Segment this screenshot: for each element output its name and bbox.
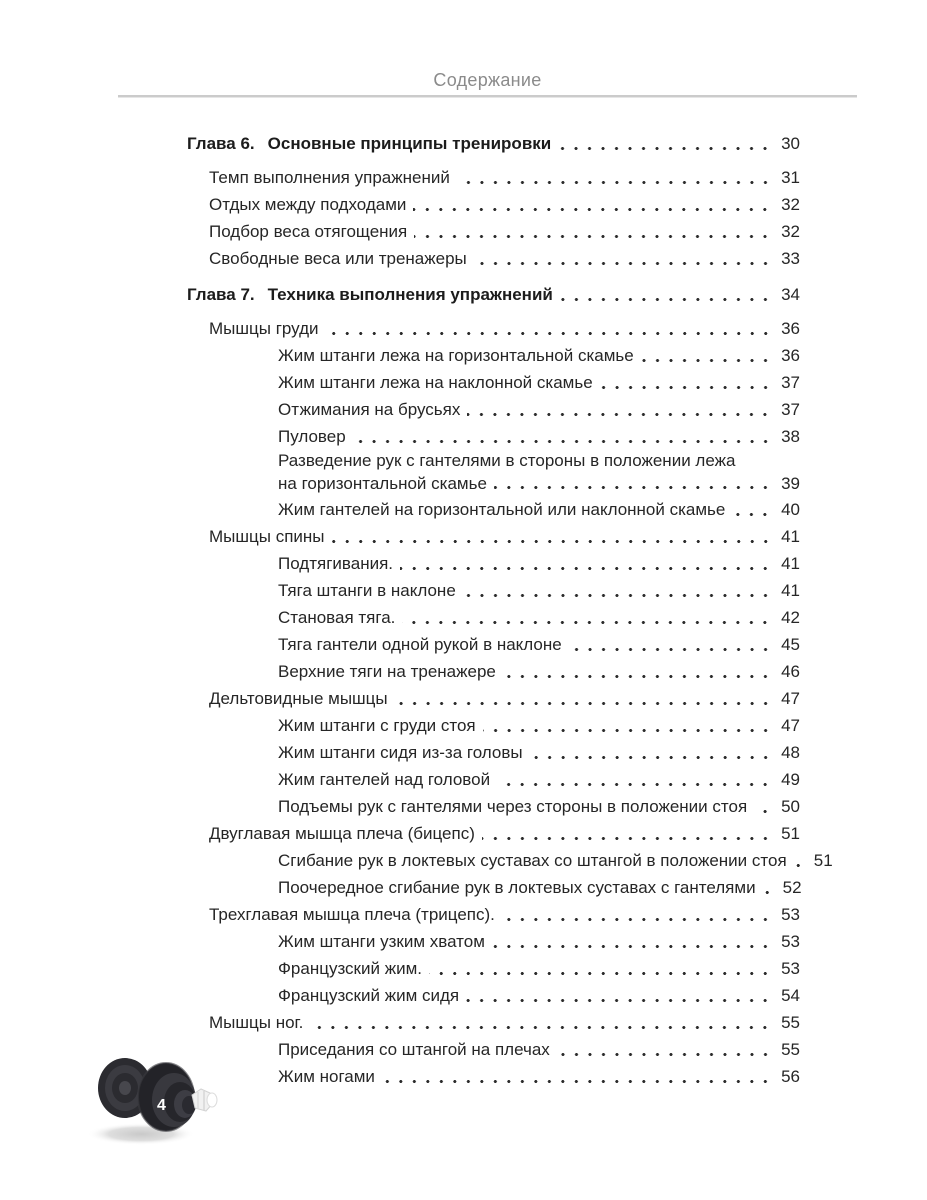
toc-chapter-entry: [187, 130, 800, 157]
toc-entry-page: 46: [781, 662, 800, 681]
toc-entry: [187, 1009, 800, 1036]
toc-entry-page: 52: [782, 878, 802, 897]
toc-entry: [187, 982, 800, 1009]
toc-entry-page: 49: [781, 770, 800, 789]
toc-entry-label: на горизонтальной скамье: [278, 474, 487, 493]
toc-entry: [187, 1063, 800, 1090]
dot-leader: [353, 423, 773, 450]
dot-leader: [502, 901, 773, 928]
toc-entry: [187, 793, 800, 820]
toc-entry-label: Сгибание рук в локтевых суставах со штангой в положении стоя: [278, 851, 787, 870]
toc-entry-label: Верхние тяги на тренажере: [278, 662, 496, 681]
toc-entry-page: 32: [781, 195, 800, 214]
toc-entry: [187, 901, 800, 928]
dot-leader: [503, 658, 773, 685]
toc-entry: [187, 928, 800, 955]
dot-leader: [600, 369, 773, 396]
toc-entry-label: Жим штанги лежа на горизонтальной скамье: [278, 346, 634, 365]
dot-leader: [332, 523, 773, 550]
toc-entry-page: 33: [781, 249, 800, 268]
dot-leader: [402, 604, 773, 631]
toc-entry: [187, 191, 800, 218]
dot-leader: [413, 191, 773, 218]
toc-entry-label: Свободные веса или тренажеры: [209, 249, 467, 268]
toc-entry-label: Французский жим сидя: [278, 986, 460, 1005]
toc-entry: [187, 739, 800, 766]
toc-entry: [187, 658, 800, 685]
toc-entry-label: Техника выполнения упражнений: [267, 285, 553, 304]
toc-entry: [187, 820, 800, 847]
dot-leader: [429, 955, 773, 982]
toc-entry-page: 41: [781, 527, 800, 546]
dot-leader: [457, 164, 773, 191]
toc-entry-page: 40: [781, 500, 800, 519]
toc-entry-page: 37: [781, 373, 800, 392]
dot-leader: [732, 496, 773, 523]
dot-leader: [494, 471, 773, 496]
toc-entry-label: Подтягивания.: [278, 554, 394, 573]
page-number: 4: [157, 1097, 166, 1114]
toc-entry-label: Жим штанги с груди стоя: [278, 716, 476, 735]
toc-entry: [187, 164, 800, 191]
toc-entry-label: Жим штанги лежа на наклонной скамье: [278, 373, 593, 392]
toc-entry: [187, 685, 800, 712]
toc-entry-label: Жим штанги узким хватом: [278, 932, 485, 951]
dot-leader: [482, 820, 773, 847]
dot-leader: [530, 739, 773, 766]
toc-entry-page: 51: [813, 851, 833, 870]
toc-entry-page: 39: [781, 474, 800, 493]
table-of-contents: [187, 121, 833, 1090]
dot-leader: [326, 315, 773, 342]
toc-entry: [187, 396, 800, 423]
dot-leader: [382, 1063, 773, 1090]
toc-entry-label: Темп выполнения упражнений: [209, 168, 450, 187]
toc-entry: [187, 874, 800, 901]
toc-entry: [187, 955, 800, 982]
toc-entry: [187, 450, 800, 471]
dot-leader: [560, 281, 773, 308]
dot-leader: [492, 928, 773, 955]
toc-entry-page: 34: [781, 285, 800, 304]
toc-entry-page: 37: [781, 400, 800, 419]
toc-entry-label: Отдых между подходами: [209, 195, 407, 214]
toc-entry-page: 32: [781, 222, 800, 241]
toc-entry: [187, 496, 800, 523]
toc-entry-label: Мышцы груди: [209, 319, 319, 338]
toc-entry-page: 47: [781, 716, 800, 735]
toc-entry-label: Отжимания на брусьях: [278, 400, 461, 419]
dot-leader: [794, 847, 806, 874]
toc-entry-label: Жим ногами: [278, 1067, 375, 1086]
toc-entry-label: Трехглавая мышца плеча (трицепс).: [209, 905, 495, 924]
toc-entry-page: 55: [781, 1040, 800, 1059]
toc-entry-page: 41: [781, 554, 800, 573]
toc-entry-page: 56: [781, 1067, 800, 1086]
toc-entry-label: Поочередное сгибание рук в локтевых суставах с гантелями: [278, 878, 756, 897]
toc-entry-label: Жим гантелей над головой: [278, 770, 491, 789]
toc-entry-label: Тяга штанги в наклоне: [278, 581, 456, 600]
dot-leader: [466, 982, 773, 1009]
toc-entry-label: Мышцы ног.: [209, 1013, 304, 1032]
toc-entry-page: 47: [781, 689, 800, 708]
toc-entry: [187, 523, 800, 550]
toc-entry-page: 48: [781, 743, 800, 762]
toc-entry: [187, 423, 800, 450]
page-title: Содержание: [433, 70, 542, 90]
toc-entry: [187, 1036, 800, 1063]
toc-entry: [187, 847, 833, 874]
toc-entry-page: 31: [781, 168, 800, 187]
toc-entry-page: 36: [781, 346, 800, 365]
toc-entry: [187, 577, 800, 604]
toc-entry-label: Подбор веса отягощения: [209, 222, 408, 241]
toc-entry-label: Мышцы спины: [209, 527, 325, 546]
toc-entry: [187, 218, 800, 245]
toc-entry: [187, 550, 800, 577]
dot-leader: [414, 218, 773, 245]
toc-entry-page: 30: [781, 134, 800, 153]
toc-entry-label: Становая тяга.: [278, 608, 396, 627]
dot-leader: [754, 793, 773, 820]
toc-entry: [187, 245, 800, 272]
toc-chapter-entry: [187, 281, 800, 308]
toc-entry-label: Жим гантелей на горизонтальной или наклонной скамье: [278, 500, 726, 519]
toc-entry-page: 41: [781, 581, 800, 600]
toc-entry-page: 53: [781, 932, 800, 951]
dot-leader: [483, 712, 773, 739]
toc-entry: [187, 369, 800, 396]
chapter-number: Глава 6.: [187, 134, 255, 153]
toc-entry-label: Двуглавая мышца плеча (бицепс): [209, 824, 475, 843]
dot-leader: [474, 245, 773, 272]
dot-leader: [310, 1009, 773, 1036]
toc-entry-label: Пуловер: [278, 427, 346, 446]
toc-entry-page: 36: [781, 319, 800, 338]
toc-entry: [187, 315, 800, 342]
toc-entry-label: Жим штанги сидя из-за головы: [278, 743, 523, 762]
dot-leader: [763, 874, 775, 901]
toc-entry-page: 51: [781, 824, 800, 843]
toc-entry-continuation: [187, 471, 800, 496]
toc-entry: [187, 342, 800, 369]
toc-entry-page: 55: [781, 1013, 800, 1032]
toc-entry-page: 50: [781, 797, 800, 816]
chapter-number: Глава 7.: [187, 285, 255, 304]
toc-entry-page: 42: [781, 608, 800, 627]
toc-entry: [187, 604, 800, 631]
dot-leader: [557, 1036, 773, 1063]
dot-leader: [463, 577, 773, 604]
header-divider: [118, 95, 857, 98]
toc-entry-label: Подъемы рук с гантелями через стороны в положении стоя: [278, 797, 748, 816]
dot-leader: [400, 550, 773, 577]
toc-entry-label: Тяга гантели одной рукой в наклоне: [278, 635, 562, 654]
toc-entry-label: Приседания со штангой на плечах: [278, 1040, 550, 1059]
toc-entry-label: Основные принципы тренировки: [267, 134, 552, 153]
toc-entry-label: Разведение рук с гантелями в стороны в положении лежа: [278, 451, 736, 470]
dot-leader: [558, 130, 773, 157]
dot-leader: [497, 766, 773, 793]
toc-entry-page: 53: [781, 959, 800, 978]
dot-leader: [641, 342, 773, 369]
toc-entry: [187, 712, 800, 739]
toc-entry-page: 53: [781, 905, 800, 924]
dot-leader: [569, 631, 773, 658]
toc-entry-label: Французский жим.: [278, 959, 422, 978]
toc-entry: [187, 766, 800, 793]
toc-entry-page: 45: [781, 635, 800, 654]
dot-leader: [395, 685, 773, 712]
dot-leader: [467, 396, 773, 423]
toc-entry: [187, 631, 800, 658]
toc-entry-label: Дельтовидные мышцы: [209, 689, 388, 708]
toc-entry-page: 38: [781, 427, 800, 446]
toc-entry-page: 54: [781, 986, 800, 1005]
